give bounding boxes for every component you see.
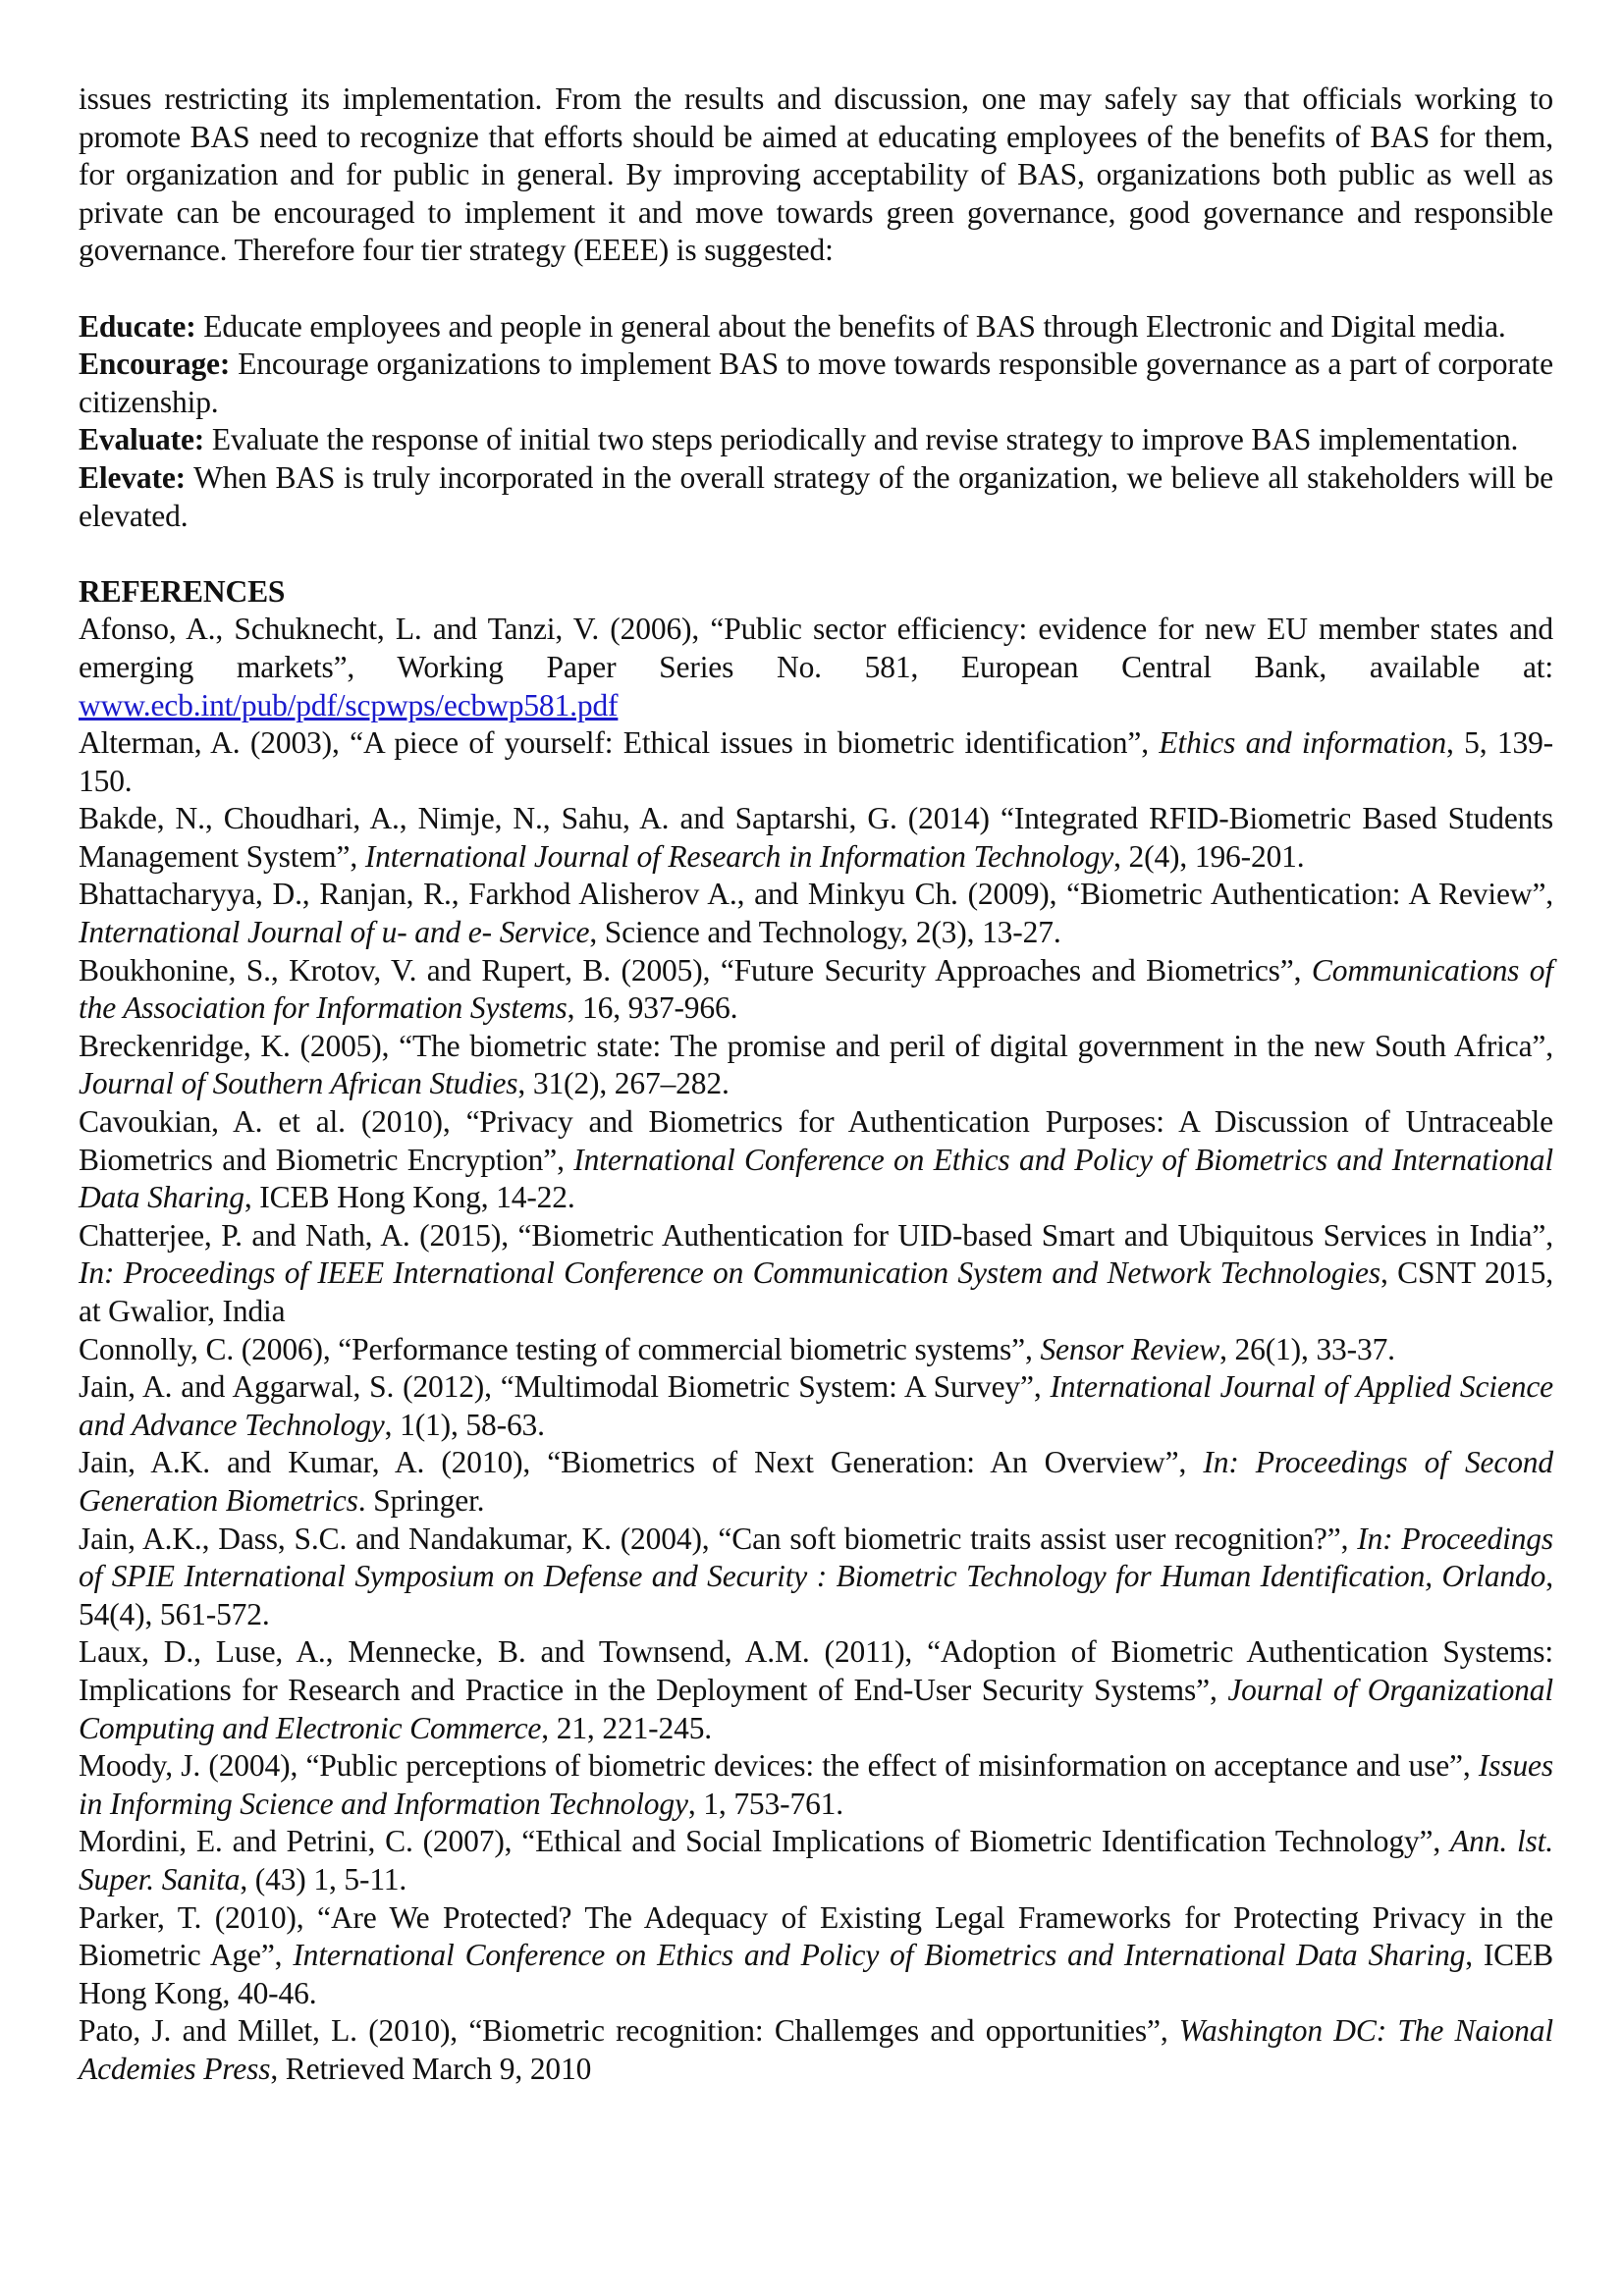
reference-text: Chatterjee, P. and Nath, A. (2015), “Biometric Authentication for UID-based Smart and Ubiquitous Services in India”, [79, 1217, 1553, 1253]
reference-text: Boukhonine, S., Krotov, V. and Rupert, B. (2005), “Future Security Approaches and Biometrics”, [79, 952, 1312, 988]
reference-item [79, 611, 1553, 724]
reference-details: , 1, 753-761. [687, 1786, 843, 1821]
reference-source: International Journal of u- and e- Service [79, 915, 590, 950]
reference-details: , 5, 139-150. [79, 725, 1554, 798]
reference-text: Moody, J. (2004), “Public perceptions of biometric devices: the effect of misinformation on acceptance and use”, [79, 1748, 1479, 1784]
strategy-list [79, 308, 1553, 536]
reference-text: Pato, J. and Millet, L. (2010), “Biometric recognition: Challemges and opportunities”, [79, 2013, 1179, 2049]
reference-details: , Retrieved March 9, 2010 [270, 2051, 592, 2086]
reference-source: Issues in Informing Science and Information Technology [79, 1748, 1553, 1821]
reference-item [79, 1747, 1553, 1823]
reference-source: In: Proceedings of IEEE International Conference on Communication System and Network Technologies [79, 1255, 1380, 1291]
document-page [79, 80, 1553, 2088]
reference-item [79, 1368, 1553, 1444]
reference-details: , 31(2), 267–282. [517, 1066, 730, 1101]
reference-item [79, 1331, 1553, 1369]
reference-details: , 26(1), 33-37. [1219, 1331, 1395, 1366]
reference-text: Mordini, E. and Petrini, C. (2007), “Ethical and Social Implications of Biometric Identification Technology”, [79, 1824, 1451, 1859]
reference-item [79, 1028, 1553, 1103]
reference-details: , ICEB Hong Kong, 14-22. [243, 1180, 575, 1215]
reference-text: Bhattacharyya, D., Ranjan, R., Farkhod Alisherov A., and Minkyu Ch. (2009), “Biometric Authentication: A Review”, [79, 877, 1553, 912]
reference-text: Parker, T. (2010), “Are We Protected? The Adequacy of Existing Legal Frameworks for Protecting Privacy in the Biometric Age”, [79, 1899, 1553, 1973]
reference-list [79, 611, 1553, 2088]
reference-source: Journal of Southern African Studies [79, 1066, 518, 1101]
reference-text: Connolly, C. (2006), “Performance testing of commercial biometric systems”, [79, 1331, 1041, 1366]
reference-item [79, 1633, 1553, 1747]
reference-source: Sensor Review [1040, 1331, 1220, 1366]
strategy-item-encourage [79, 346, 1553, 421]
reference-item [79, 724, 1553, 800]
intro-paragraph: issues restricting its implementation. From the results and discussion, one may safely say that officials working to promote BAS need to recognize that efforts should be aimed at educating employees of the benefits of BAS for them, for organization and for public in general. By improving acceptability of BAS, organizations both public as well as private can be encouraged to implement it and move towards green governance, good governance and responsible governance. Therefore four tier strategy (EEEE) is suggested: [79, 81, 1553, 268]
reference-item [79, 876, 1553, 951]
reference-item [79, 800, 1553, 876]
references-heading: REFERENCES [79, 573, 286, 609]
reference-details: , 2(4), 196-201. [1113, 838, 1305, 874]
reference-item [79, 1444, 1553, 1520]
reference-item [79, 1899, 1553, 2013]
reference-details: , Science and Technology, 2(3), 13-27. [589, 915, 1061, 950]
strategy-text: Encourage organizations to implement BAS to move towards responsible governance as a part of corporate citizenship. [79, 347, 1553, 419]
strategy-text: Educate employees and people in general about the benefits of BAS through Electronic and Digital media. [195, 308, 1506, 344]
strategy-item-evaluate [79, 421, 1553, 459]
section-spacer [79, 535, 1553, 573]
strategy-item-educate [79, 308, 1553, 347]
strategy-term: Educate: [79, 308, 196, 344]
strategy-term: Encourage: [79, 347, 231, 382]
reference-source: International Conference on Ethics and Policy of Biometrics and International Data Sharing [293, 1938, 1466, 1973]
reference-source: Ethics and information [1159, 725, 1446, 761]
reference-details: , 21, 221-245. [541, 1710, 713, 1745]
reference-details: , 1(1), 58-63. [384, 1407, 545, 1442]
reference-link[interactable]: www.ecb.int/pub/pdf/scpwps/ecbwp581.pdf [79, 687, 619, 722]
strategy-item-elevate [79, 459, 1553, 535]
reference-details: , ICEB Hong Kong, 40-46. [79, 1938, 1553, 2010]
reference-text: Alterman, A. (2003), “A piece of yourself: Ethical issues in biometric identification”, [79, 725, 1160, 761]
reference-item [79, 1217, 1553, 1331]
reference-details: , (43) 1, 5-11. [240, 1861, 407, 1896]
reference-text: Breckenridge, K. (2005), “The biometric state: The promise and peril of digital government in the new South Africa”, [79, 1028, 1553, 1063]
reference-source: Ann. lst. Super. Sanita [79, 1824, 1553, 1896]
reference-source: Washington DC: The Naional Acdemies Press [79, 2013, 1553, 2086]
reference-text: Jain, A.K. and Kumar, A. (2010), “Biometrics of Next Generation: An Overview”, [79, 1445, 1204, 1480]
strategy-term: Evaluate: [79, 422, 205, 457]
reference-text: Bakde, N., Choudhari, A., Nimje, N., Sahu, A. and Saptarshi, G. (2014) “Integrated RFID-Biometric Based Students Management System”, [79, 801, 1553, 874]
reference-text: Jain, A.K., Dass, S.C. and Nandakumar, K. (2004), “Can soft biometric traits assist user recognition?”, [79, 1521, 1358, 1556]
reference-source: In: Proceedings of SPIE International Symposium on Defense and Security : Biometric Technology for Human Identification, Orlando [79, 1521, 1553, 1594]
reference-source: International Journal of Research in Information Technology [364, 838, 1114, 874]
reference-details: , CSNT 2015, at Gwalior, India [79, 1255, 1554, 1328]
reference-source: International Conference on Ethics and Policy of Biometrics and International Data Sharing [79, 1142, 1553, 1215]
reference-details: , 16, 937-966. [567, 990, 738, 1026]
reference-text: Jain, A. and Aggarwal, S. (2012), “Multimodal Biometric System: A Survey”, [79, 1369, 1051, 1405]
reference-text: Afonso, A., Schuknecht, L. and Tanzi, V. (2006), “Public sector efficiency: evidence for new EU member states and emerging markets”, Working Paper Series No. 581, European Central Bank, available at: [79, 612, 1553, 684]
reference-details: . Springer. [357, 1482, 485, 1518]
reference-source: International Journal of Applied Science and Advance Technology [79, 1369, 1553, 1442]
reference-source: Communications of the Association for Information Systems [79, 952, 1553, 1026]
strategy-text: When BAS is truly incorporated in the overall strategy of the organization, we believe all stakeholders will be elevated. [79, 459, 1553, 533]
reference-details: , 54(4), 561-572. [79, 1559, 1553, 1631]
paragraph-spacer [79, 270, 1553, 308]
strategy-text: Evaluate the response of initial two steps periodically and revise strategy to improve BAS implementation. [204, 422, 1519, 457]
reference-item [79, 1521, 1553, 1634]
reference-item [79, 2012, 1553, 2088]
reference-item [79, 1103, 1553, 1217]
reference-source: Journal of Organizational Computing and Electronic Commerce [79, 1672, 1553, 1745]
reference-text: Laux, D., Luse, A., Mennecke, B. and Townsend, A.M. (2011), “Adoption of Biometric Authentication Systems: Implications for Research and Practice in the Deployment of End-User Security Systems”, [79, 1634, 1553, 1707]
reference-source: In: Proceedings of Second Generation Biometrics [79, 1445, 1554, 1518]
strategy-term: Elevate: [79, 459, 187, 495]
reference-text: Cavoukian, A. et al. (2010), “Privacy and Biometrics for Authentication Purposes: A Discussion of Untraceable Biometrics and Biometric Encryption”, [79, 1104, 1553, 1177]
reference-item [79, 1823, 1553, 1898]
reference-item [79, 952, 1553, 1028]
